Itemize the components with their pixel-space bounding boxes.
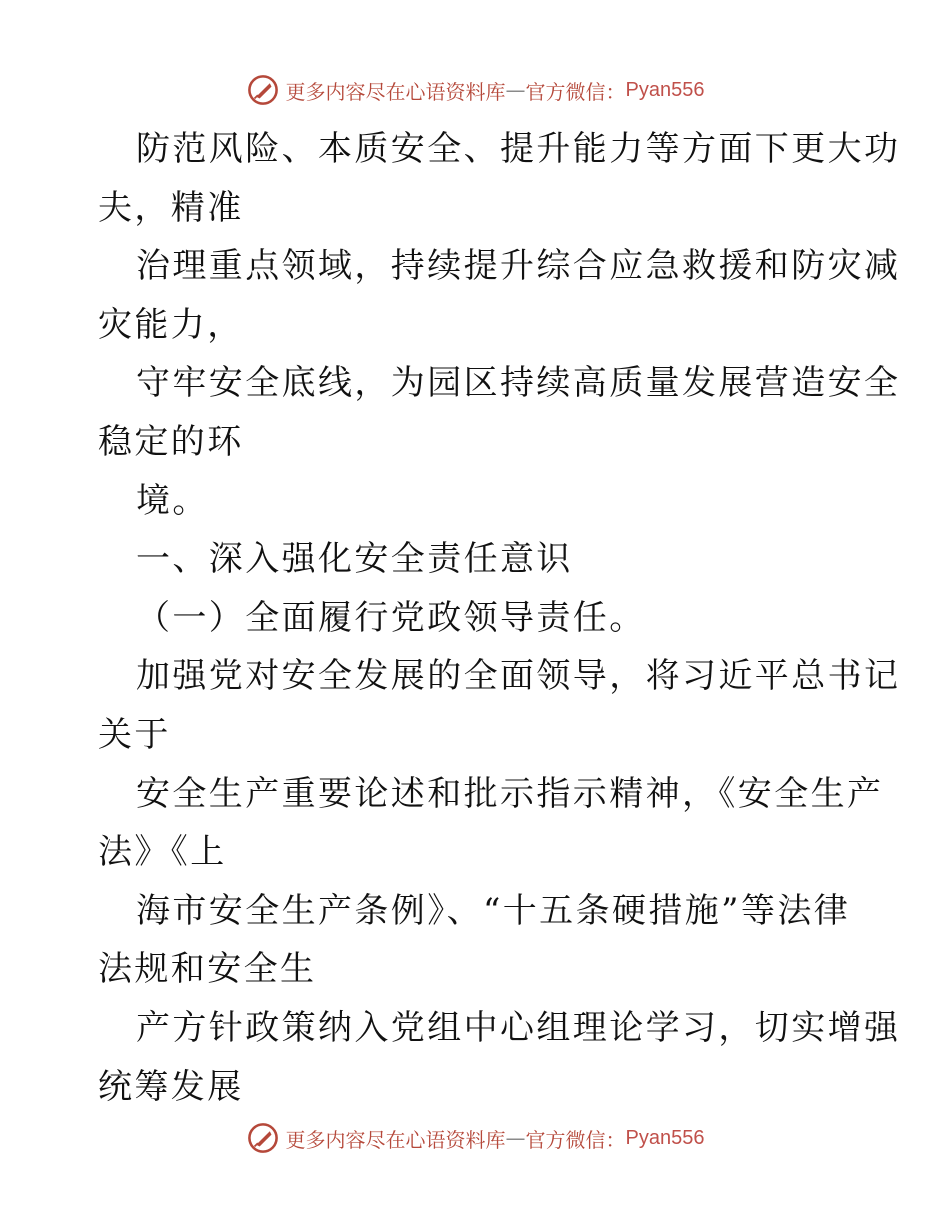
paragraph-line: 境。 bbox=[136, 480, 209, 521]
paragraph-line: 法》《上 bbox=[98, 832, 227, 873]
footer-watermark bbox=[0, 1118, 950, 1158]
paragraph-line: 守牢安全底线，为园区持续高质量发展营造安全 bbox=[136, 363, 901, 404]
paragraph-line: 加强党对安全发展的全面领导，将习近平总书记 bbox=[136, 656, 901, 697]
watermark-contact-id: Pyan556 bbox=[625, 1126, 705, 1149]
quill-pen-logo-icon bbox=[246, 73, 280, 107]
paragraph-line: 海市安全生产条例》、“十五条硬措施”等法律 bbox=[136, 890, 851, 931]
watermark-contact-label: 官方微信： bbox=[525, 79, 626, 104]
watermark-text: 更多内容尽在心语资料库 bbox=[285, 1127, 506, 1152]
section-heading: 一、深入强化安全责任意识 bbox=[136, 539, 573, 580]
document-body bbox=[98, 120, 901, 1116]
paragraph-line: 关于 bbox=[98, 714, 171, 755]
header-watermark bbox=[0, 70, 950, 110]
watermark-text: 更多内容尽在心语资料库 bbox=[285, 79, 506, 104]
watermark-separator: — bbox=[505, 78, 526, 102]
paragraph-line: 夫，精准 bbox=[98, 187, 244, 228]
paragraph-line: 产方针政策纳入党组中心组理论学习，切实增强 bbox=[136, 1007, 901, 1048]
paragraph-line: 统筹发展 bbox=[98, 1066, 244, 1107]
watermark-contact-id: Pyan556 bbox=[625, 78, 705, 101]
paragraph-line: 稳定的环 bbox=[98, 421, 244, 462]
paragraph-line: 法规和安全生 bbox=[98, 949, 317, 990]
paragraph-line: 治理重点领域，持续提升综合应急救援和防灾减 bbox=[136, 246, 901, 287]
subsection-heading: （一）全面履行党政领导责任。 bbox=[136, 597, 646, 638]
watermark-separator: — bbox=[505, 1126, 526, 1150]
paragraph-line: 安全生产重要论述和批示指示精神，《安全生产 bbox=[136, 773, 884, 814]
quill-pen-logo-icon bbox=[246, 1121, 280, 1155]
paragraph-line: 灾能力， bbox=[98, 304, 244, 345]
paragraph-line: 防范风险、本质安全、提升能力等方面下更大功 bbox=[136, 129, 901, 169]
watermark-contact-label: 官方微信： bbox=[525, 1127, 626, 1152]
